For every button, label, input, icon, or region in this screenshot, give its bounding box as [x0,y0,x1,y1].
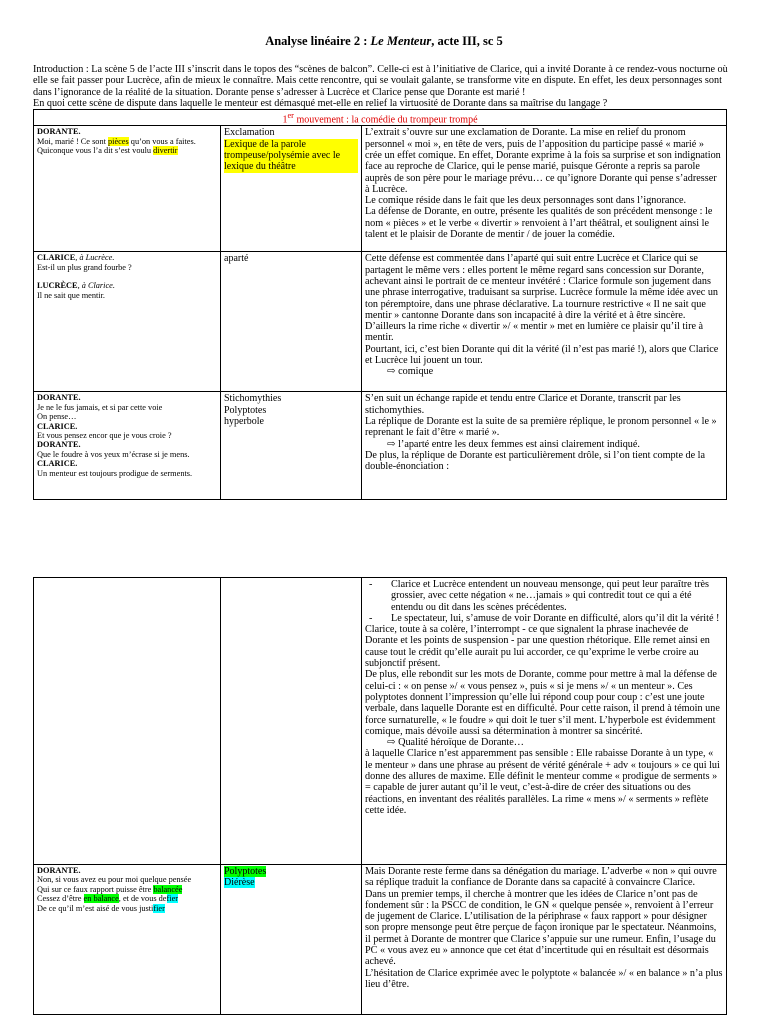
table-row [34,578,727,865]
highlight-divertir: divertir [153,146,178,156]
highlight-dierese: Diérèse [224,877,255,889]
arrow-icon: ⇨ [387,438,396,450]
procedes-cell: Stichomythies Polyptotes hyperbole [221,392,362,500]
analysis-cell: S’en suit un échange rapide et tendu entre Clarice et Dorante, transcrit par les stichomythies. La réplique de Dorante est la suite de sa première réplique, le pronom personnel « le » reprenant le fait d’être « marié ». ⇨ l’aparté entre les deux femmes est ainsi clairement indiqué. De plus, la réplique de Dorante est particulièrement drôle, si l’on tient compte de la double-énonciation : [362,392,727,500]
quote-cell: DORANTE. Je ne le fus jamais, et si par cette voie On pense… CLARICE. Et vous pensez encor que je vous croie ? DORANTE. Que le foudre à vos yeux m’écrase si je mens. CLARICE. Un menteur est toujours prodigue de serments. [34,392,221,500]
table-row [34,392,727,500]
analysis-cell: Mais Dorante reste ferme dans sa dénégation du mariage. L’adverbe « non » qui ouvre sa réplique traduit la confiance de Dorante dans sa capacité à convaincre Clarice. Dans un premier temps, il cherche à montrer que les idées de Clarice n’ont pas de fondement sûr : la PSCC de condition, le GN « quelque pensée », renvoient à l’erreur de jugement de Clarice. L’utilisation de la périphrase « faux rapport » pour désigner son propre mensonge peut être perçue de façon ironique par le spectateur. Néanmoins, il permet à Dorante de montrer que Clarice s’appuie sur une rumeur. Enfin, l’usage du PC « vous avez eu » annonce que cet état d’incertitude qui en résultait est désormais achevé. L’hésitation de Clarice exprimée avec le polyptote « balancée »/ « en balance » n’a plus lieu d’être. [362,865,727,1015]
quote-cell [34,578,221,865]
table-row [34,126,727,252]
problematique: En quoi cette scène de dispute dans laquelle le menteur est démasqué met-elle en relief la virtuosité de Dorante dans sa maîtrise du langage ? [33,97,608,109]
dash-icon: - [369,612,373,624]
procedes-cell [221,865,362,1015]
document-title: Analyse linéaire 2 : Le Menteur, acte III, sc 5 [265,34,503,48]
speaker-name: DORANTE. [37,127,81,137]
highlight-lexique: Lexique de la parole trompeuse/polysémie avec le lexique du théâtre [224,139,358,173]
analysis-table-1 [33,109,727,500]
analysis-cell: L’extrait s’ouvre sur une exclamation de Dorante. La mise en relief du pronom personnel « moi », en tête de vers, puis de l’apposition du participe passé « marié » crée un effet comique. En effet, Dorante exprime à la fois sa surprise et son indignation face au reproche de Clarice, qui le pense marié, puisque Géronte a repris sa parole auprès de son père pour le mariage prévu… ce qu’ignore Dorante qui pense s’adresser à Lucrèce. Le comique réside dans le fait que les deux personnages sont dans l’ignorance. La défense de Dorante, en outre, présente les qualités de son précédent mensonge : le nom « pièces » et le verbe « divertir » renvoient à l’art théâtral, et soulignent ainsi le talent et le plaisir de Dorante de mentir / de jouer la comédie. [362,126,727,252]
intro-paragraph: Introduction : La scène 5 de l’acte III s’inscrit dans le topos des “scènes de balcon”. Celle-ci est à l’initiative de Clarice, qui a invité Dorante à ce rendez-vous nocturne où elle se fait passer pour Lucrèce, afin de mieux le connaître. Mais cette rencontre, qui se voulait galante, se transforme vite en dispute. En effet, les deux personnages sont dans l’ignorance de la réalité de la situation. Dorante pense s’adresser à Lucrèce et Clarice pense que Dorante est marié ! [33,64,728,98]
analysis-table-2 [33,577,727,1015]
analysis-cell: - Clarice et Lucrèce entendent un nouveau mensonge, qui peut leur paraître très grossier, avec cette négation « ne…jamais » qui contredit tout ce qui a été entendu ou dit dans les scènes précédentes. - Le spectateur, lui, s’amuse de voir Dorante en difficulté, alors qu’il dit la vérité ! Clarice, toute à sa colère, l’interrompt - ce que signalent la phrase inachevée de Dorante et les points de suspension - par une question rhétorique. Elle remet ainsi en cause tout le crédit qu’elle aurait pu lui accorder, ce qu’exprime le verbe croire au subjonctif présent. De plus, elle rebondit sur les mots de Dorante, comme pour mettre à mal la défense de celui-ci : « on pense »/ « vous pensez », puis « si je mens »/ « un menteur ». Ces polyptotes donnent l’impression qu’elle lui répond coup pour coup : c’est une joute verbale, dans laquelle Dorante est en difficulté. Pour cette raison, il prend à témoin une force surnaturelle, « le foudre » qui doit le tuer s’il ment. L’hyperbole est évidemment comique, mais dévoile aussi sa détermination à montrer sa sincérité. ⇨ Qualité héroïque de Dorante… à laquelle Clarice n’est apparemment pas sensible : Elle rabaisse Dorante à un type, « le menteur » dans une phrase au présent de vérité générale + adv « toujours » ce qui lui donne des allures de maxime. Elle définit le menteur comme « prodigue de serments » = capable de jurer autant qu’il le veut, c’est-à-dire de créer des situations ou des réactions, en inventant des réalités parallèles. La rime « mens »/ « serments » reflète cette idée. [362,578,727,865]
highlight-balancee: balancée [153,884,183,894]
highlight-en-balance: en balance [83,894,119,904]
quote-cell: CLARICE, à Lucrèce. Est-il un plus grand fourbe ? LUCRÈCE, à Clarice. Il ne sait que mentir. [34,252,221,392]
procedes-cell: Exclamation Lexique de la parole trompeuse/polysémie avec le lexique du théâtre [221,126,362,252]
analysis-cell: Cette défense est commentée dans l’aparté qui suit entre Lucrèce et Clarice qui se partagent le même vers : elles portent le même regard sans concession sur Dorante, achevant ainsi le portrait de ce menteur invétéré : Clarice formule son jugement dans une phrase interrogative, traduisant sa surprise. Lucrèce formule la même idée avec un ton péremptoire, dans une phrase déclarative. La tournure restrictive « Il ne sait que mentir » cantonne Dorante dans son incapacité à dire la vérité et à être sincère. D’ailleurs la rime riche « divertir »/ « mentir » met en lumière ce plaisir qu’il tire à mentir. Pourtant, ici, c’est bien Dorante qui dit la vérité (il n’est pas marié !), alors que Clarice et Lucrèce lui jouent un tour. ⇨ comique [362,252,727,392]
movement-heading: 1er mouvement : la comédie du trompeur trompé [34,110,727,126]
quote-cell: DORANTE. Non, si vous avez eu pour moi quelque pensée Qui sur ce faux rapport puisse être balancée Cessez d’être en balance, et de vous defier De ce qu’il m’est aisé de vous justifier [34,865,221,1015]
arrow-icon: ⇨ [387,366,396,378]
dash-icon: - [369,579,373,590]
procedes-cell [221,578,362,865]
highlight-polyptotes: Polyptotes [224,866,267,877]
highlight-pieces: pièces [107,136,129,146]
highlight-justifier: fier [153,903,165,913]
procedes-cell: aparté [221,252,362,392]
quote-cell: DORANTE. Moi, marié ! Ce sont pièces qu’on vous a faites. Quiconque vous l’a dit s’est voulu divertir [34,126,221,252]
page-2 [0,560,768,1024]
table-row [34,865,727,1015]
arrow-icon: ⇨ [387,737,396,749]
table-row [34,252,727,392]
highlight-fier: fier [166,894,179,904]
introduction [33,64,733,109]
